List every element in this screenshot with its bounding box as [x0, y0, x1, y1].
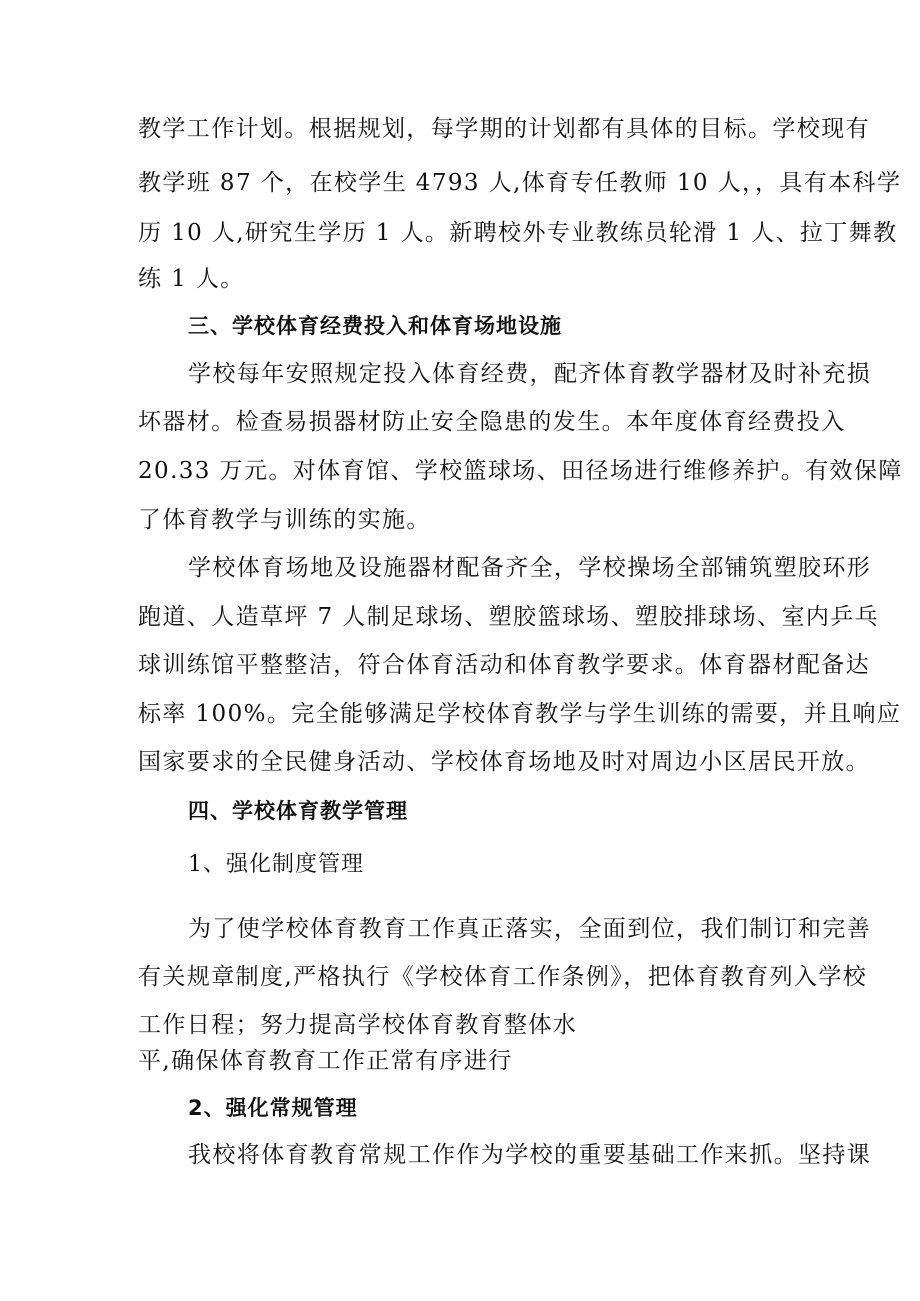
- paragraph-line: 20.33 万元。对体育馆、学校篮球场、田径场进行维修养护。有效保障: [138, 458, 903, 484]
- paragraph-line: 为了使学校体育教育工作真正落实，全面到位，我们制订和完善: [188, 916, 872, 942]
- paragraph-line: 我校将体育教育常规工作作为学校的重要基础工作来抓。坚持课: [188, 1142, 872, 1168]
- paragraph-line: 国家要求的全民健身活动、学校体育场地及时对周边小区居民开放。: [138, 749, 870, 775]
- paragraph-line: 历 10 人,研究生学历 1 人。新聘校外专业教练员轮滑 1 人、拉丁舞教: [138, 220, 898, 246]
- subsection-heading-1: 1、强化制度管理: [188, 852, 364, 877]
- paragraph-line: 学校体育场地及设施器材配备齐全，学校操场全部铺筑塑胶环形: [188, 555, 872, 581]
- section-heading-4: 四、学校体育教学管理: [188, 799, 408, 823]
- paragraph-line: 练 1 人。: [138, 266, 245, 292]
- subsection-heading-2: 2、强化常规管理: [188, 1096, 358, 1120]
- paragraph-line: 学校每年安照规定投入体育经费，配齐体育教学器材及时补充损: [188, 361, 872, 387]
- paragraph-line: 教学班 87 个，在校学生 4793 人,体育专任教师 10 人，，具有本科学: [138, 170, 902, 196]
- paragraph-line: 工作日程；努力提高学校体育教育整体水: [138, 1012, 578, 1038]
- paragraph-line: 坏器材。检查易损器材防止安全隐患的发生。本年度体育经费投入: [138, 409, 846, 435]
- section-heading-3: 三、学校体育经费投入和体育场地设施: [188, 314, 562, 338]
- paragraph-line: 标率 100%。完全能够满足学校体育教学与学生训练的需要，并且响应: [138, 701, 902, 727]
- paragraph-line: 跑道、人造草坪 7 人制足球场、塑胶篮球场、塑胶排球场、室内乒乓: [138, 604, 880, 630]
- paragraph-line: 有关规章制度,严格执行《学校体育工作条例》，把体育教育列入学校: [138, 964, 868, 990]
- paragraph-line: 平,确保体育教育工作正常有序进行: [138, 1048, 513, 1074]
- paragraph-line: 球训练馆平整整洁，符合体育活动和体育教学要求。体育器材配备达: [138, 652, 870, 678]
- paragraph-line: 教学工作计划。根据规划，每学期的计划都有具体的目标。学校现有: [138, 116, 870, 142]
- paragraph-line: 了体育教学与训练的实施。: [138, 507, 431, 533]
